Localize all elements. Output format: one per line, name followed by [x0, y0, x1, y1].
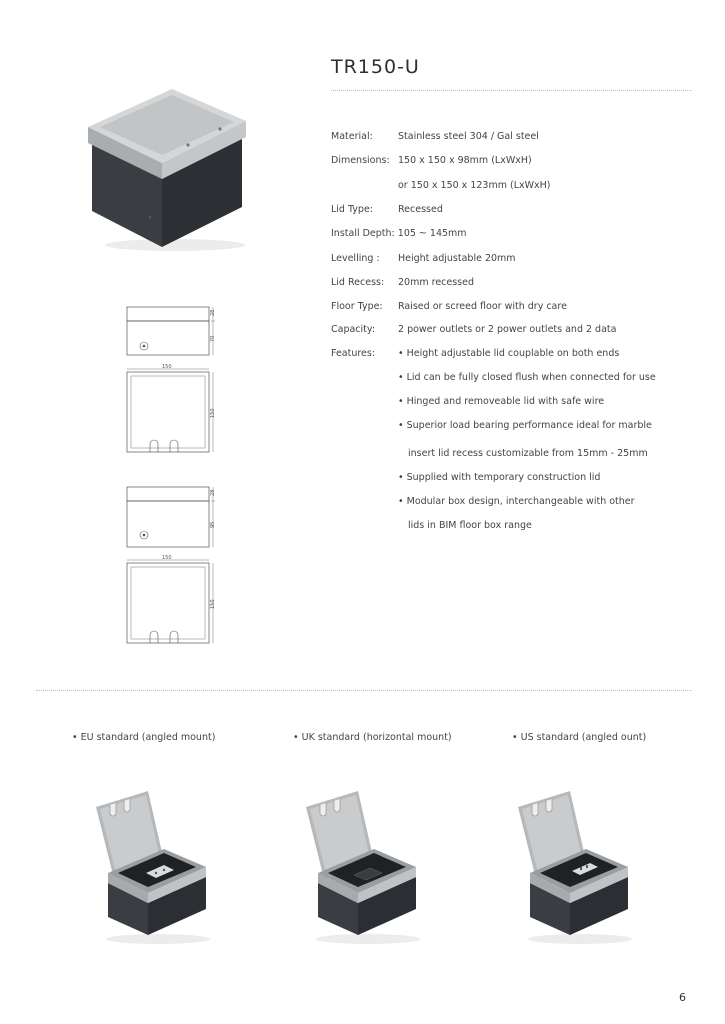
spec-install-depth: Install Depth: 105 ~ 145mm [331, 228, 467, 239]
dim-plan-depth-1: 150 [210, 408, 216, 418]
drawing-plan-view-1 [122, 362, 222, 462]
spec-capacity-value: 2 power outlets or 2 power outlets and 2 data [398, 324, 617, 335]
drawing-side-view-2 [122, 482, 222, 554]
product-image-eu [90, 785, 220, 945]
spec-dimensions-value-2: or 150 x 150 x 123mm (LxWxH) [398, 180, 551, 191]
dim-plan-width-1: 150 [162, 364, 172, 370]
spec-dimensions-label: Dimensions: [331, 155, 390, 166]
standard-label-uk: • UK standard (horizontal mount) [293, 732, 452, 743]
spec-dimensions-value-1: 150 x 150 x 98mm (LxWxH) [398, 155, 532, 166]
spec-lid-recess-label: Lid Recess: [331, 277, 385, 288]
feature-item-continued: lids in BIM floor box range [408, 520, 532, 531]
page-number: 6 [679, 991, 686, 1004]
feature-item: • Superior load bearing performance ideal for marble [398, 420, 652, 431]
dim-side-body-1: 70 [210, 335, 216, 342]
spec-levelling-value: Height adjustable 20mm [398, 253, 516, 264]
product-image-uk [300, 785, 430, 945]
dim-side-top-2: 28 [210, 489, 216, 496]
feature-item: • Supplied with temporary construction lid [398, 472, 601, 483]
spec-lid-type-value: Recessed [398, 204, 443, 215]
standard-label-eu: • EU standard (angled mount) [72, 732, 216, 743]
dim-plan-depth-2: 150 [210, 599, 216, 609]
feature-item-continued: insert lid recess customizable from 15mm - 25mm [408, 448, 648, 459]
spec-features-label: Features: [331, 348, 376, 359]
spec-material-value: Stainless steel 304 / Gal steel [398, 131, 539, 142]
spec-floor-type-label: Floor Type: [331, 301, 383, 312]
title-divider [331, 90, 692, 91]
spec-levelling-label: Levelling : [331, 253, 380, 264]
product-title: TR150-U [331, 56, 420, 78]
dim-side-body-2: 95 [210, 521, 216, 528]
feature-item: • Modular box design, interchangeable with other [398, 496, 635, 507]
drawing-side-view-1 [122, 302, 222, 362]
drawing-plan-view-2 [122, 553, 222, 653]
spec-material-label: Material: [331, 131, 373, 142]
spec-lid-type-label: Lid Type: [331, 204, 374, 215]
product-image-us [512, 785, 642, 945]
spec-lid-recess-value: 20mm recessed [398, 277, 474, 288]
spec-floor-type-value: Raised or screed floor with dry care [398, 301, 567, 312]
product-image-closed [80, 85, 260, 255]
feature-item: • Hinged and removeable lid with safe wire [398, 396, 605, 407]
dim-side-top-1: 28 [210, 309, 216, 316]
standard-label-us: • US standard (angled ount) [512, 732, 647, 743]
section-divider [36, 690, 692, 691]
dim-plan-width-2: 150 [162, 555, 172, 561]
feature-item: • Lid can be fully closed flush when connected for use [398, 372, 656, 383]
feature-item: • Height adjustable lid couplable on both ends [398, 348, 620, 359]
spec-capacity-label: Capacity: [331, 324, 376, 335]
